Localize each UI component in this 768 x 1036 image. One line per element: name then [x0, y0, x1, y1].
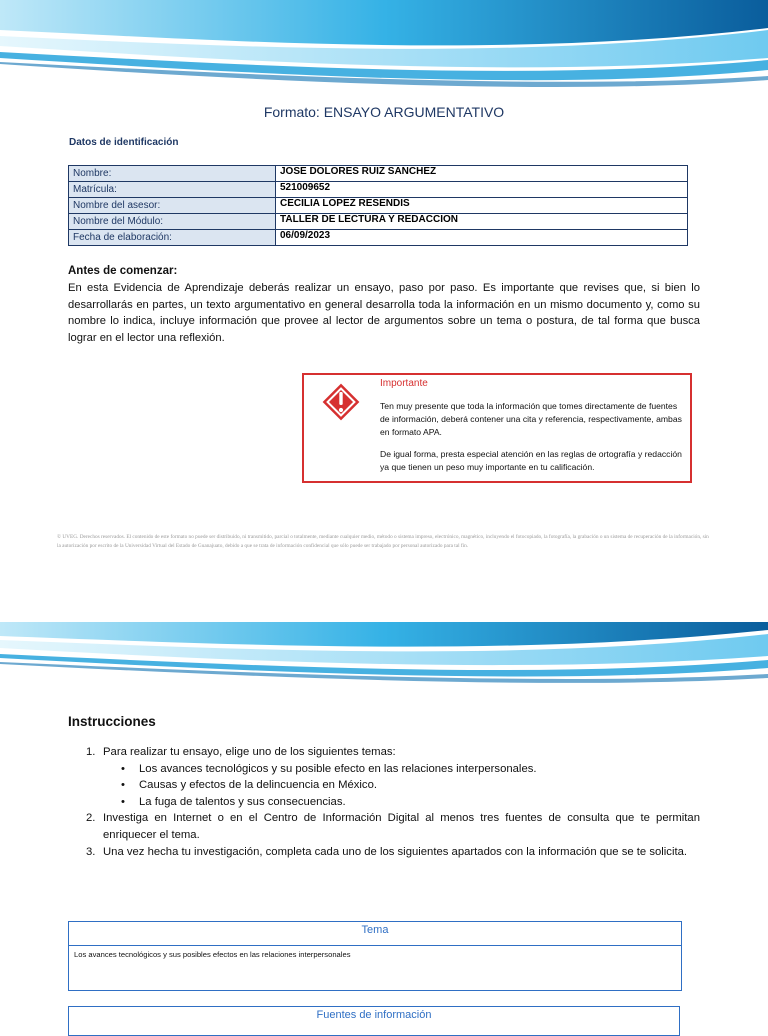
- table-row: [69, 198, 688, 214]
- list-item: • Causas y efectos de la delincuencia en México.: [103, 777, 700, 794]
- list-item: [86, 744, 700, 810]
- important-notice: [302, 373, 692, 483]
- section-label: Datos de identificación: [69, 137, 179, 148]
- notice-title: Importante: [380, 378, 428, 389]
- row-label: Nombre del Módulo:: [69, 214, 276, 230]
- antes-heading: Antes de comenzar:: [68, 265, 178, 277]
- instructions-list: [86, 744, 700, 860]
- header-banner: [0, 0, 768, 92]
- row-value: TALLER DE LECTURA Y REDACCION: [276, 214, 688, 230]
- tema-box: [68, 921, 682, 991]
- fuentes-header: Fuentes de información: [316, 1009, 432, 1021]
- warning-diamond-icon: [320, 381, 362, 428]
- copyright-footer: © UVEG. Derechos reservados. El contenido de este formato no puede ser distribuido, ni transmitido, parcial o totalmente, mediante cualquier medio, método o sistema impreso, electrónico, magnético, incluyendo el fotocopiado, la fotografía, la grabación o un sistema de recuperación de la información, sin la autorización por escrito de la Universidad Virtual del Estado de Guanajuato, debido a que se trata de información confidencial que sólo puede ser trabajado por personal autorizado para tal fin.: [57, 534, 709, 549]
- step-text: Una vez hecha tu investigación, completa cada uno de los siguientes apartados con la información que se te solicita.: [103, 845, 688, 858]
- row-label: Matrícula:: [69, 182, 276, 198]
- notice-paragraph-1: Ten muy presente que toda la información que tomes directamente de fuentes de información, deberá contener una cita y referencia, respectivamente, ambas en formato APA.: [380, 401, 682, 437]
- table-row: [69, 214, 688, 230]
- step-number: 2.: [86, 812, 96, 825]
- step-text: Para realizar tu ensayo, elige uno de los siguientes temas:: [103, 746, 396, 758]
- list-item: • Los avances tecnológicos y su posible efecto en las relaciones interpersonales.: [103, 761, 700, 778]
- row-value: 521009652: [276, 182, 688, 198]
- instructions-heading: Instrucciones: [68, 714, 156, 729]
- topic-list: [103, 761, 700, 811]
- row-value: CECILIA LOPEZ RESENDIS: [276, 198, 688, 214]
- table-row: [69, 230, 688, 246]
- step-number: 3.: [86, 845, 96, 858]
- fuentes-box: [68, 1006, 680, 1036]
- list-item: [86, 810, 700, 843]
- row-label: Fecha de elaboración:: [69, 230, 276, 246]
- step-text: Investiga en Internet o en el Centro de Información Digital al menos tres fuentes de consulta que te permitan enriquecer el tema.: [103, 812, 700, 841]
- row-value: JOSE DOLORES RUIZ SANCHEZ: [276, 166, 688, 182]
- table-row: [69, 182, 688, 198]
- row-label: Nombre del asesor:: [69, 198, 276, 214]
- tema-header: Tema: [69, 922, 681, 946]
- step-number: 1.: [86, 746, 96, 758]
- notice-paragraph-2: De igual forma, presta especial atención en las reglas de ortografía y redacción ya que tienen un peso muy importante en tu calificación.: [380, 449, 682, 472]
- row-label: Nombre:: [69, 166, 276, 182]
- row-value: 06/09/2023: [276, 230, 688, 246]
- table-row: [69, 166, 688, 182]
- page-title: Formato: ENSAYO ARGUMENTATIVO: [263, 104, 505, 120]
- tema-value[interactable]: Los avances tecnológicos y sus posibles efectos en las relaciones interpersonales: [74, 950, 351, 959]
- list-item: • La fuga de talentos y sus consecuencias.: [103, 794, 700, 811]
- antes-paragraph: En esta Evidencia de Aprendizaje deberás realizar un ensayo, paso por paso. Es importante que revises que, si bien lo desarrollarás en partes, un texto argumentativo en general desarrolla toda la información en un mismo documento y, como su nombre lo indica, incluye información que provee al lector de argumentos sobre un tema o postura, de tal forma que busca lograr en el lector una reflexión.: [68, 282, 700, 344]
- identification-table: [68, 165, 688, 246]
- page-banner: [0, 622, 768, 684]
- list-item: [86, 844, 700, 861]
